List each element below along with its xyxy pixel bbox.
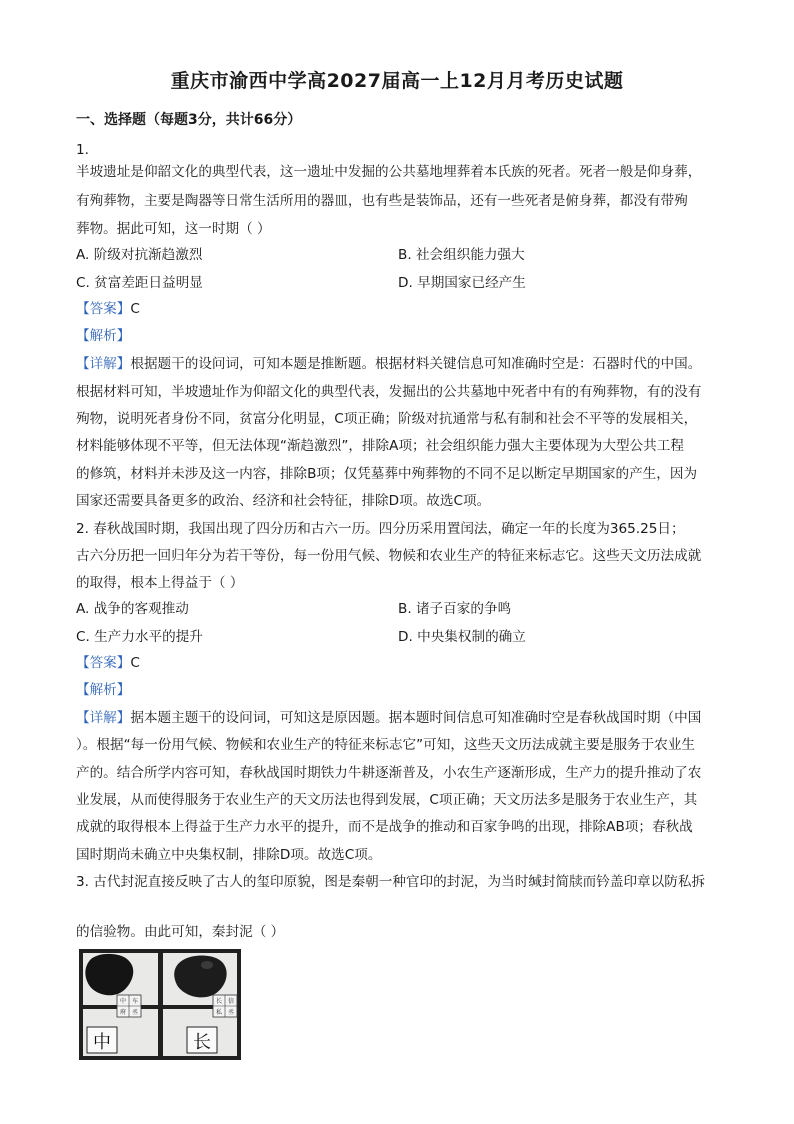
q1-detail-line: 根据材料可知，半坡遗址作为仰韶文化的典型代表，发掘出的公共墓地中死者中有的有殉葬物，有的没有: [76, 384, 702, 400]
q1-option-a: A. 阶级对抗渐趋激烈: [76, 247, 203, 263]
q1-number: 1.: [76, 142, 89, 158]
answer-value: C: [130, 655, 140, 671]
detail-tag: 【详解】: [76, 356, 131, 372]
q1-stem-line: 半坡遗址是仰韶文化的典型代表，这一遗址中发掘的公共墓地埋葬着本氏族的死者。死者一般是仰身葬，: [76, 164, 702, 180]
answer-value: C: [130, 301, 140, 317]
seal-char: 长: [215, 998, 223, 1005]
detail-text: 据本题主题干的设问词，可知这是原因题。据本题时间信息可知准确时空是春秋战国时期（中国: [130, 710, 702, 726]
q3-stem-line: 3. 古代封泥直接反映了古人的玺印原貌，图是秦朝一种官印的封泥，为当时缄封简牍而钤盖印章以防私拆: [76, 874, 706, 890]
q1-detail-line: 材料能够体现不平等，但无法体现“渐趋激烈”，排除A项；社会组织能力强大主要体现为大型公共工程: [76, 438, 684, 454]
q2-detail-line: [76, 709, 701, 727]
q1-detail-line: 国家还需要具备更多的政治、经济和社会特征，排除D项。故选C项。: [76, 493, 491, 509]
seal-clay-right: [174, 956, 226, 998]
q2-option-a: A. 战争的客观推动: [76, 601, 189, 617]
seal-char: 丞: [131, 1009, 139, 1016]
seal-char: 私: [215, 1009, 223, 1016]
seal-char: 车: [131, 998, 139, 1005]
q1-detail-line: 的修筑，材料并未涉及这一内容，排除B项；仅凭墓葬中殉葬物的不同不足以断定早期国家的产生，因为: [76, 466, 698, 482]
q1-option-c: C. 贫富差距日益明显: [76, 275, 203, 291]
q1-stem-line: 葬物。据此可知，这一时期（ ）: [76, 221, 271, 237]
q1-detail-line: [76, 355, 701, 373]
q2-analysis-tag: 【解析】: [76, 682, 131, 698]
q2-detail-line: ）。根据“每一份用气候、物候和农业生产的特征来标志它”可知，这些天文历法成就主要是服务于农业生: [76, 737, 696, 753]
seal-char: 中: [119, 998, 127, 1005]
section-heading: 一、选择题（每题3分，共计66分）: [76, 112, 302, 128]
q1-option-d: D. 早期国家已经产生: [398, 275, 526, 291]
seal-char: 信: [227, 998, 235, 1005]
q2-detail-line: 产的。结合所学内容可知，春秋战国时期铁力牛耕逐渐普及，小农生产逐渐形成，生产力的提升推动了农: [76, 765, 702, 781]
q2-stem-line: 古六分历把一回归年分为若干等份，每一份用气候、物候和农业生产的特征来标志它。这些天文历法成就: [76, 548, 702, 564]
seal-clay-left: [85, 954, 133, 995]
q2-detail-line: 成就的取得根本上得益于生产力水平的提升，而不是战争的推动和百家争鸣的出现，排除AB项；春秋战: [76, 819, 693, 835]
q1-option-b: B. 社会组织能力强大: [398, 247, 525, 263]
detail-tag: 【详解】: [76, 710, 131, 726]
q2-stem-line: 2. 春秋战国时期，我国出现了四分历和古六一历。四分历采用置闰法，确定一年的长度为365.25日；: [76, 521, 685, 537]
rubbing-glyph-right: 长: [193, 1032, 211, 1053]
q2-option-d: D. 中央集权制的确立: [398, 629, 526, 645]
seal-char: 丞: [227, 1009, 235, 1016]
q2-option-c: C. 生产力水平的提升: [76, 629, 203, 645]
q2-answer: [76, 654, 140, 672]
seal-char: 府: [119, 1009, 127, 1016]
q1-answer: [76, 300, 140, 318]
q1-stem-line: 有殉葬物，主要是陶器等日常生活所用的器皿，也有些是装饰品，还有一些死者是俯身葬，都没有带殉: [76, 193, 688, 209]
rubbing-glyph-left: 中: [93, 1032, 111, 1053]
q2-detail-line: 国时期尚未确立中央集权制，排除D项。故选C项。: [76, 847, 382, 863]
answer-tag: 【答案】: [76, 301, 131, 317]
seal-drawing: [79, 949, 241, 1060]
answer-tag: 【答案】: [76, 655, 131, 671]
seal-clay-highlight: [201, 961, 213, 969]
q2-detail-line: 业发展，从而使得服务于农业生产的天文历法也得到发展，C项正确；天文历法多是服务于农业生产，其: [76, 792, 698, 808]
q3-stem-line: 的信验物。由此可知，秦封泥（ ）: [76, 924, 285, 940]
detail-text: 根据题干的设问词，可知本题是推断题。根据材料关键信息可知准确时空是：石器时代的中国。: [130, 356, 702, 372]
q1-detail-line: 殉物，说明死者身份不同，贫富分化明显，C项正确；阶级对抗通常与私有制和社会不平等的发展相关，: [76, 411, 698, 427]
sealing-clay-figure: [79, 949, 241, 1060]
q1-analysis-tag: 【解析】: [76, 328, 131, 344]
page-title: 重庆市渝西中学高2027届高一上12月月考历史试题: [170, 70, 624, 92]
q2-stem-line: 的取得，根本上得益于（ ）: [76, 575, 244, 591]
q2-option-b: B. 诸子百家的争鸣: [398, 601, 512, 617]
